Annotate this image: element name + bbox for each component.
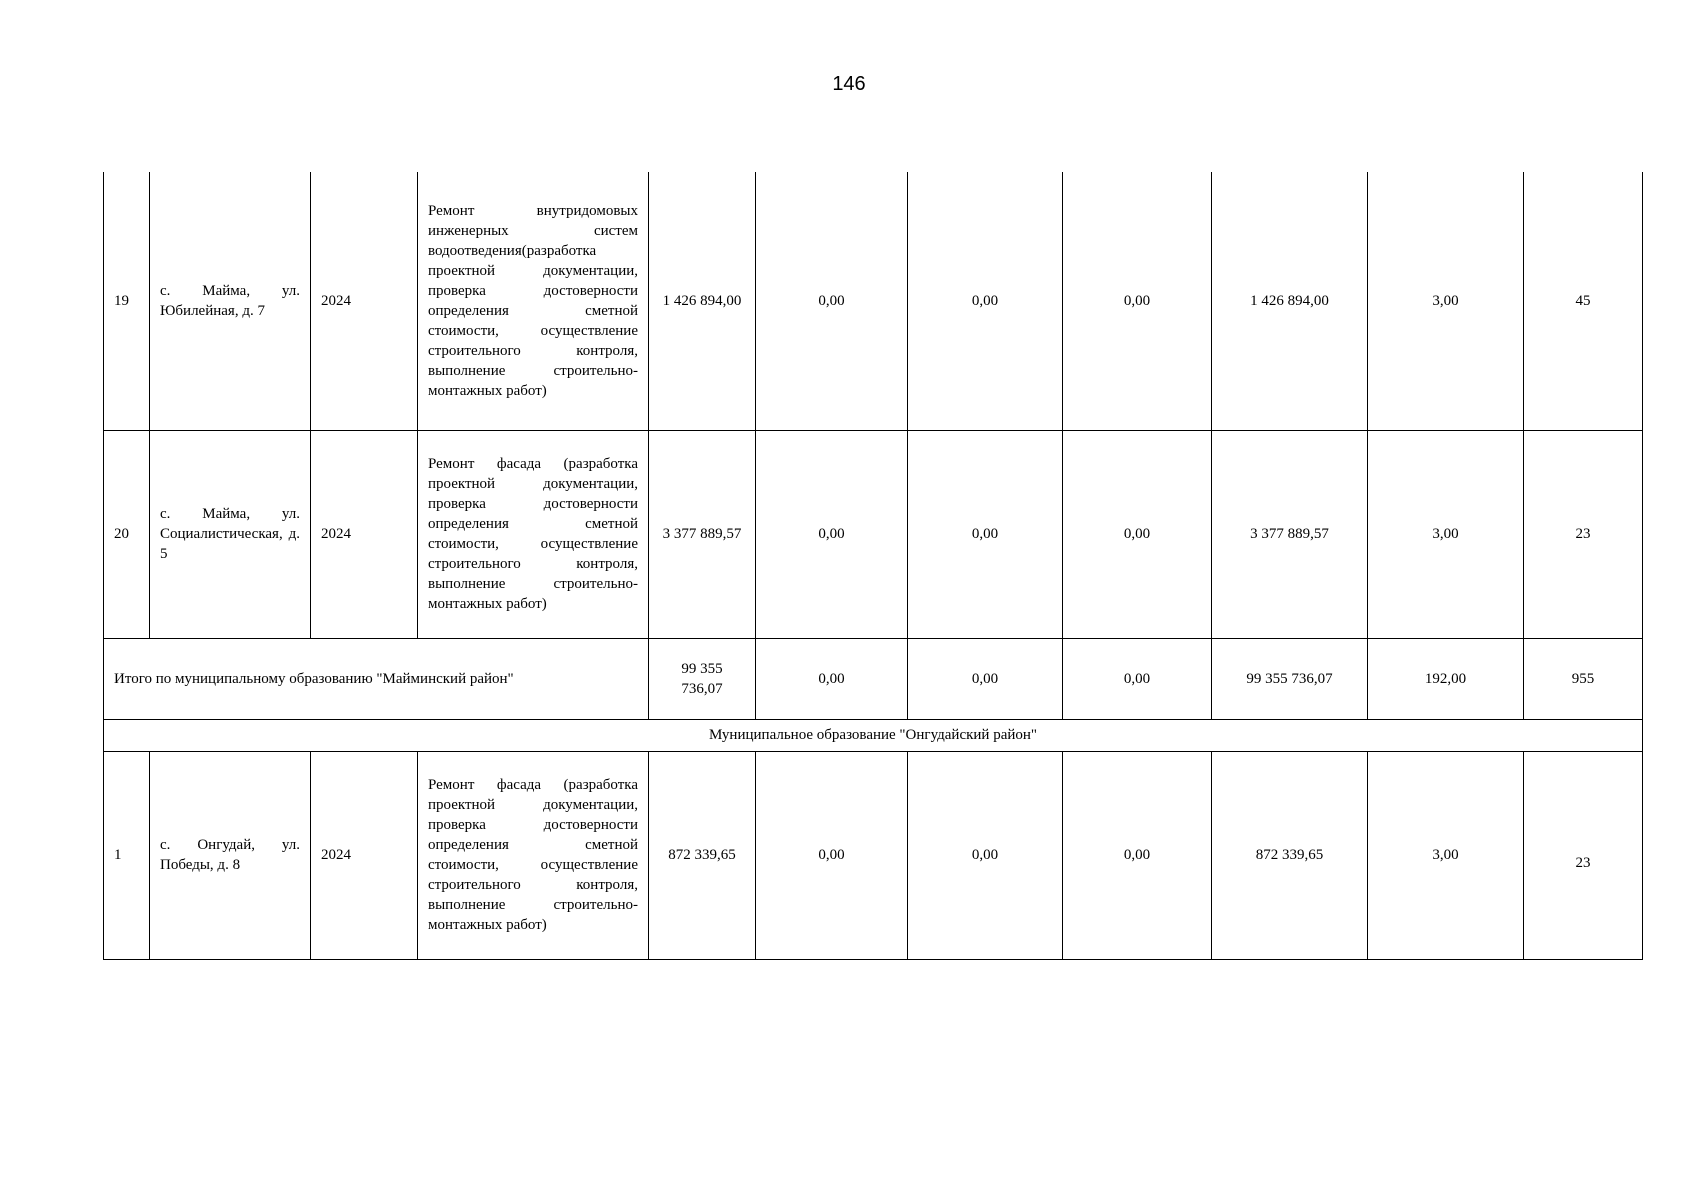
subtotal-cell-c: 0,00 [1063, 638, 1212, 719]
cost-cell-a: 0,00 [756, 751, 908, 959]
row-number-cell: 19 [104, 172, 150, 430]
cost-cell-d: 872 339,65 [1212, 751, 1368, 959]
address-cell: с. Майма, ул. Социалистическая, д. 5 [150, 430, 311, 638]
subtotal-label: Итого по муниципальному образованию "Майминский район" [104, 638, 649, 719]
year-cell: 2024 [311, 751, 418, 959]
subtotal-row [104, 638, 1643, 719]
table-row [104, 751, 1643, 959]
subtotal-cell-e: 192,00 [1368, 638, 1524, 719]
cost-cell-b: 0,00 [908, 751, 1063, 959]
subtotal-cell-b: 0,00 [908, 638, 1063, 719]
subtotal-cell-d: 99 355 736,07 [1212, 638, 1368, 719]
row-number-cell: 1 [104, 751, 150, 959]
subtotal-cell-a: 0,00 [756, 638, 908, 719]
total-cost-cell: 3 377 889,57 [649, 430, 756, 638]
work-type-cell: Ремонт фасада (разработка проектной документации, проверка достоверности определения сметной стоимости, осуществление строительного контроля, выполнение строительно-монтажных работ) [418, 751, 649, 959]
work-type-cell: Ремонт фасада (разработка проектной документации, проверка достоверности определения сметной стоимости, осуществление строительного контроля, выполнение строительно-монтажных работ) [418, 430, 649, 638]
cost-cell-e: 3,00 [1368, 751, 1524, 959]
cost-cell-c: 0,00 [1063, 751, 1212, 959]
page-number: 146 [832, 73, 866, 95]
cost-cell-f [1524, 751, 1643, 959]
cost-cell-f: 23 [1524, 430, 1643, 638]
cost-cell-d: 3 377 889,57 [1212, 430, 1368, 638]
cost-cell-c: 0,00 [1063, 430, 1212, 638]
cost-cell-a: 0,00 [756, 430, 908, 638]
cost-cell-d: 1 426 894,00 [1212, 172, 1368, 430]
section-header-row [104, 719, 1643, 751]
address-cell: с. Майма, ул. Юбилейная, д. 7 [150, 172, 311, 430]
year-cell: 2024 [311, 430, 418, 638]
table-row [104, 172, 1643, 430]
cost-cell-f-value: 23 [1575, 855, 1591, 871]
section-title: Муниципальное образование "Онгудайский район" [104, 719, 1643, 751]
cost-cell-c: 0,00 [1063, 172, 1212, 430]
subtotal-total-cell: 99 355 736,07 [649, 638, 756, 719]
cost-cell-e: 3,00 [1368, 430, 1524, 638]
row-number-cell: 20 [104, 430, 150, 638]
cost-cell-f: 45 [1524, 172, 1643, 430]
repair-program-table [103, 172, 1643, 960]
cost-cell-b: 0,00 [908, 430, 1063, 638]
work-type-cell: Ремонт внутридомовых инженерных систем водоотведения(разработка проектной документации, проверка достоверности определения сметной стоимости, осуществление строительного контроля, выполнение строительно-монтажных работ) [418, 172, 649, 430]
total-cost-cell: 872 339,65 [649, 751, 756, 959]
year-cell: 2024 [311, 172, 418, 430]
address-cell: с. Онгудай, ул. Победы, д. 8 [150, 751, 311, 959]
cost-cell-b: 0,00 [908, 172, 1063, 430]
table-row [104, 430, 1643, 638]
cost-cell-a: 0,00 [756, 172, 908, 430]
subtotal-cell-f: 955 [1524, 638, 1643, 719]
cost-cell-e: 3,00 [1368, 172, 1524, 430]
total-cost-cell: 1 426 894,00 [649, 172, 756, 430]
